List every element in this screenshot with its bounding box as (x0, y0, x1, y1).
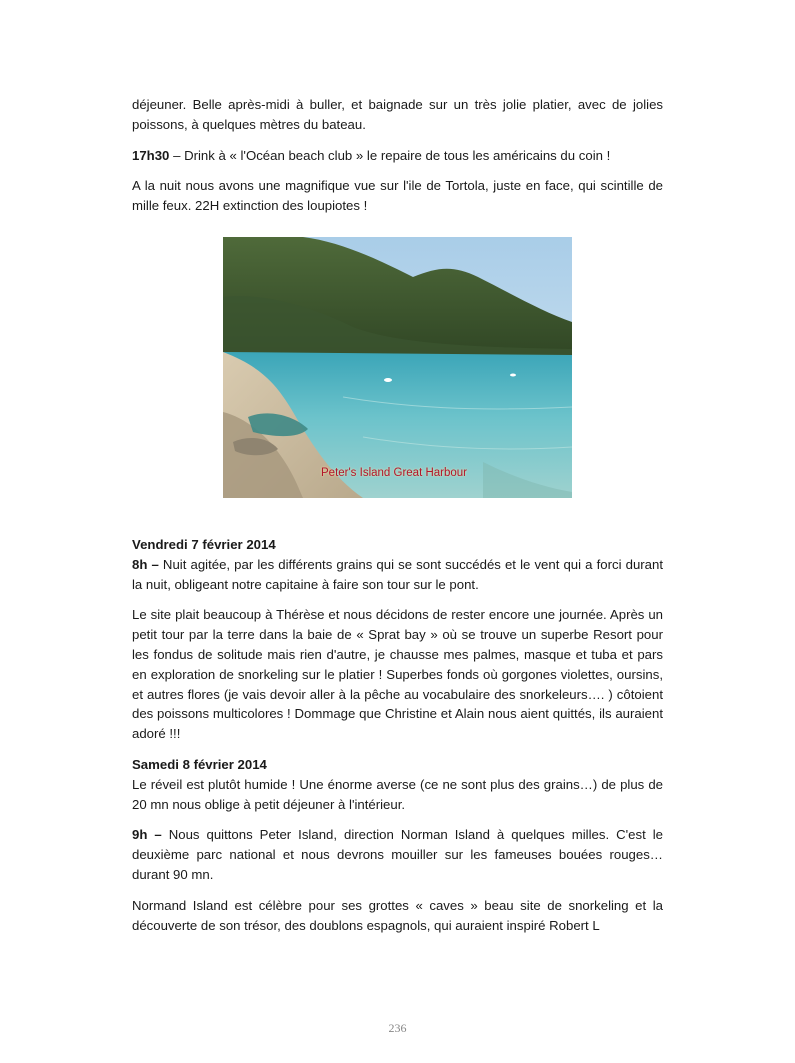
paragraph-night: A la nuit nous avons une magnifique vue sur l'ile de Tortola, juste en face, qui scintille de mille feux. 22H extinction des loupiotes ! (132, 178, 663, 214)
paragraph-departure (132, 825, 663, 884)
paragraph-rain: Le réveil est plutôt humide ! Une énorme averse (ce ne sont plus des grains…) de plus de 20 mn nous oblige à petit déjeuner à l'intérieur. (132, 776, 663, 812)
paragraph-drink (132, 146, 663, 166)
paragraph-text: Nous quittons Peter Island, direction Norman Island à quelques milles. C'est le deuxième parc national et nous devrons mouiller sur les fameuses bouées rouges… durant 90 mn. (132, 827, 663, 882)
paragraph-snorkeling: Le site plait beaucoup à Thérèse et nous décidons de rester encore une journée. Après un petit tour par la terre dans la baie de « Sprat bay » où se trouve un superbe Resort pour les fondus de solitude mais rien d'autre, je chausse mes palmes, masque et tuba et pars en exploration de snorkeling sur le platier ! Superbes fonds où gorgones violettes, oursins, et autres flores (je vais devoir aller à la pêche au vocabulaire des snorkeleurs…. ) côtoient des poissons multicolores ! Dommage que Christine et Alain nous aient quittés, ils auraient adoré !!! (132, 607, 663, 742)
paragraph-norman-island: Normand Island est célèbre pour ses grottes « caves » beau site de snorkeling et la découverte de son trésor, des doublons espagnols, qui auraient inspiré Robert L (132, 897, 663, 933)
paragraph-lunch: déjeuner. Belle après-midi à buller, et baignade sur un très jolie platier, avec de jolies poissons, à quelques mètres du bateau. (132, 97, 663, 132)
time-label: 9h – (132, 827, 162, 843)
beach-photo-image (223, 237, 572, 498)
section-heading-saturday: Samedi 8 février 2014 (132, 756, 267, 772)
paragraph-text: – Drink à « l'Océan beach club » le repaire de tous les américains du coin ! (169, 147, 611, 163)
beach-photo (223, 237, 572, 498)
page-body-lower (132, 535, 663, 935)
page-body (132, 95, 663, 216)
paragraph-text: Nuit agitée, par les différents grains qui se sont succédés et le vent qui a forci durant la nuit, obligeant notre capitaine à faire son tour sur le pont. (132, 556, 664, 592)
time-label: 8h – (132, 556, 159, 572)
section-heading-friday: Vendredi 7 février 2014 (132, 537, 276, 552)
page-number: 236 (388, 1021, 407, 1035)
paragraph-night-weather (132, 555, 663, 595)
photo-caption: Peter's Island Great Harbour (321, 467, 468, 479)
time-label: 17h30 (132, 147, 170, 163)
